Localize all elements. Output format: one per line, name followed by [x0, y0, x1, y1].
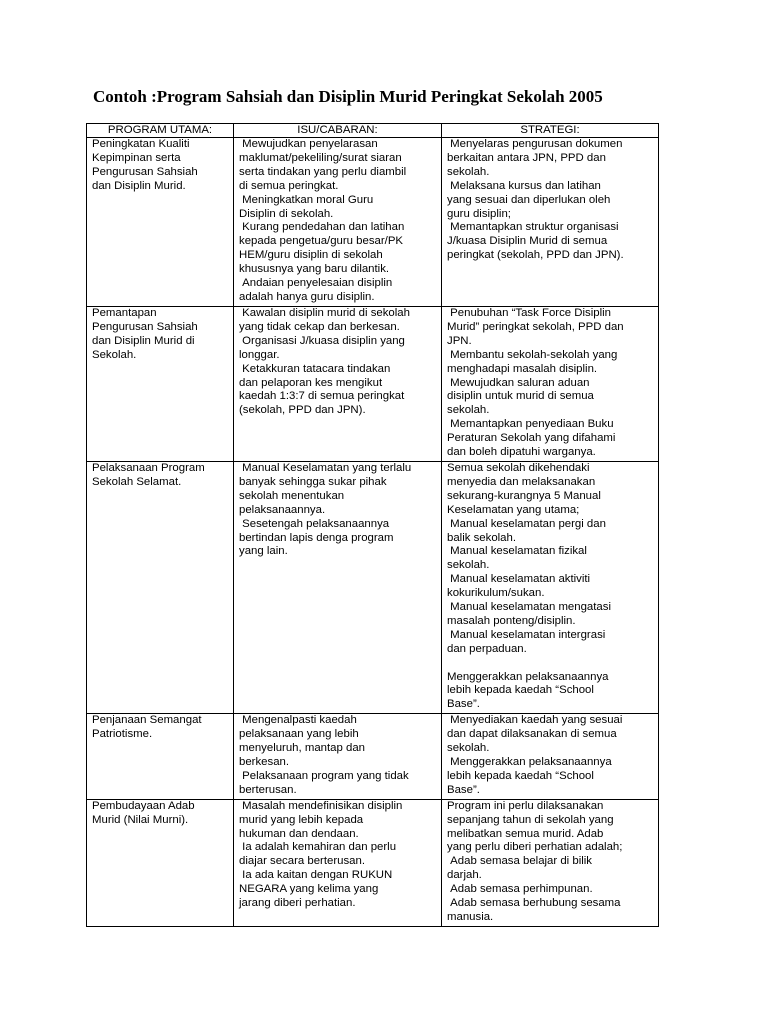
isu-cell — [234, 799, 442, 926]
cell-line: NEGARA yang kelima yang — [239, 883, 379, 896]
cell-line: Adab semasa berhubung sesama — [447, 897, 621, 910]
cell-line: guru disiplin; — [447, 207, 511, 220]
cell-line: Murid” peringkat sekolah, PPD dan — [447, 320, 624, 333]
cell-line: diajar secara berterusan. — [239, 855, 365, 868]
cell-line: Kawalan disiplin murid di sekolah — [239, 307, 410, 319]
cell-line: Sesetengah pelaksanaannya — [239, 517, 390, 530]
strategi-cell — [442, 799, 659, 926]
cell-line: Base”. — [447, 698, 480, 711]
cell-line: Adab semasa belajar di bilik — [447, 855, 592, 868]
cell-line: longgar. — [239, 348, 280, 361]
cell-line: Menggerakkan pelaksanaannya — [447, 755, 612, 768]
cell-line: pelaksanaan yang lebih — [239, 728, 359, 741]
program-cell — [87, 461, 234, 713]
cell-line: Andaian penyelesaian disiplin — [239, 277, 393, 290]
cell-line: yang perlu diberi perhatian adalah; — [447, 841, 623, 854]
cell-line: dan pelaporan kes mengikut — [239, 376, 383, 389]
strategi-cell — [442, 307, 659, 462]
cell-line: Meningkatkan moral Guru — [239, 193, 374, 206]
cell-line: Base”. — [447, 783, 480, 796]
cell-line: Mewujudkan saluran aduan — [447, 376, 590, 389]
cell-line: manusia. — [447, 910, 494, 923]
cell-line: kepada pengetua/guru besar/PK — [239, 235, 404, 248]
cell-line: Ia ada kaitan dengan RUKUN — [239, 869, 393, 882]
cell-line: HEM/guru disiplin di sekolah — [239, 249, 383, 262]
cell-line: Penubuhan “Task Force Disiplin — [447, 307, 611, 319]
cell-line: dan boleh dipatuhi warganya. — [447, 446, 596, 459]
cell-line: bertindan lapis denga program — [239, 531, 394, 544]
cell-line: Pemantapan — [92, 307, 157, 319]
header-isu-cabaran: ISU/CABARAN: — [234, 124, 442, 138]
cell-line: Memantapkan struktur organisasi — [447, 221, 619, 234]
cell-line: berterusan. — [239, 783, 297, 796]
cell-line: Pengurusan Sahsiah — [92, 320, 198, 333]
cell-line: dan perpaduan. — [447, 642, 527, 655]
cell-line: sekurang-kurangnya 5 Manual — [447, 489, 601, 502]
cell-line: Semua sekolah dikehendaki — [447, 461, 590, 474]
cell-line: Manual Keselamatan yang terlalu — [239, 461, 412, 474]
cell-line: Menyelaras pengurusan dokumen — [447, 138, 623, 150]
program-cell — [87, 799, 234, 926]
cell-line: Menggerakkan pelaksanaannya — [447, 670, 609, 683]
cell-line: Pelaksanaan program yang tidak — [239, 769, 409, 782]
cell-line: yang tidak cekap dan berkesan. — [239, 320, 400, 333]
isu-cell — [234, 138, 442, 307]
cell-line: Menyediakan kaedah yang sesuai — [447, 714, 623, 727]
cell-line: Manual keselamatan fizikal — [447, 545, 587, 558]
cell-line: banyak sehingga sukar pihak — [239, 475, 387, 488]
cell-line: Sekolah Selamat. — [92, 475, 182, 488]
cell-line: khususnya yang baru dilantik. — [239, 263, 390, 276]
cell-line: kaedah 1:3:7 di semua peringkat — [239, 390, 405, 403]
cell-line: menyedia dan melaksanakan — [447, 475, 596, 488]
cell-line: Pengurusan Sahsiah — [92, 165, 198, 178]
cell-line: Mengenalpasti kaedah — [239, 714, 357, 727]
cell-line: Memantapkan penyediaan Buku — [447, 418, 614, 431]
cell-line: sepanjang tahun di sekolah yang — [447, 813, 614, 826]
cell-line: Melaksana kursus dan latihan — [447, 179, 601, 192]
cell-line: Pelaksanaan Program — [92, 461, 205, 474]
cell-line: Keselamatan yang utama; — [447, 503, 580, 516]
cell-line: disiplin untuk murid di semua — [447, 390, 594, 403]
cell-line: Manual keselamatan mengatasi — [447, 601, 611, 614]
cell-line: Membantu sekolah-sekolah yang — [447, 348, 618, 361]
cell-line: Manual keselamatan pergi dan — [447, 517, 606, 530]
cell-line: Pembudayaan Adab — [92, 799, 195, 812]
header-program-utama: PROGRAM UTAMA: — [87, 124, 234, 138]
program-cell — [87, 714, 234, 799]
table-row — [87, 307, 659, 462]
table-row — [87, 461, 659, 713]
cell-line: darjah. — [447, 869, 482, 882]
cell-line: murid yang lebih kepada — [239, 813, 364, 826]
cell-line: yang lain. — [239, 545, 288, 558]
isu-cell — [234, 714, 442, 799]
table-row — [87, 138, 659, 307]
strategi-cell — [442, 461, 659, 713]
strategi-cell — [442, 714, 659, 799]
cell-line: lebih kepada kaedah “School — [447, 769, 594, 782]
cell-line: Adab semasa perhimpunan. — [447, 883, 593, 896]
cell-line: sekolah. — [447, 559, 490, 572]
table-row — [87, 799, 659, 926]
cell-line: jarang diberi perhatian. — [239, 897, 356, 910]
cell-line: Kepimpinan serta — [92, 151, 181, 164]
cell-line: Organisasi J/kuasa disiplin yang — [239, 334, 405, 347]
table-header-row — [87, 124, 659, 138]
cell-line: serta tindakan yang perlu diambil — [239, 165, 407, 178]
cell-line: hukuman dan dendaan. — [239, 827, 359, 840]
cell-line: berkesan. — [239, 755, 290, 768]
cell-line: Manual keselamatan intergrasi — [447, 628, 606, 641]
cell-line: berkaitan antara JPN, PPD dan — [447, 151, 606, 164]
cell-line: balik sekolah. — [447, 531, 517, 544]
header-strategi: STRATEGI: — [442, 124, 659, 138]
cell-line: Disiplin di sekolah. — [239, 207, 334, 220]
isu-cell — [234, 461, 442, 713]
cell-line: sekolah menentukan — [239, 489, 345, 502]
cell-line: J/kuasa Disiplin Murid di semua — [447, 235, 608, 248]
cell-line: lebih kepada kaedah “School — [447, 684, 594, 697]
cell-line: pelaksanaannya. — [239, 503, 326, 516]
cell-line: Manual keselamatan aktiviti — [447, 573, 591, 586]
cell-line: masalah ponteng/disiplin. — [447, 614, 576, 627]
cell-line: Patriotisme. — [92, 728, 153, 741]
table-body — [87, 138, 659, 927]
cell-line: Kurang pendedahan dan latihan — [239, 221, 405, 234]
cell-line: maklumat/pekeliling/surat siaran — [239, 151, 402, 164]
cell-line: kokurikulum/sukan. — [447, 587, 545, 600]
cell-line: dan Disiplin Murid di — [92, 334, 195, 347]
cell-line: Murid (Nilai Murni). — [92, 813, 189, 826]
table-row — [87, 714, 659, 799]
cell-line: Penjanaan Semangat — [92, 714, 202, 727]
cell-line: (sekolah, PPD dan JPN). — [239, 404, 366, 417]
cell-line: peringkat (sekolah, PPD dan JPN). — [447, 249, 624, 262]
cell-line: Ketakkuran tatacara tindakan — [239, 362, 391, 375]
cell-line: menghadapi masalah disiplin. — [447, 362, 598, 375]
page-title: Contoh :Program Sahsiah dan Disiplin Murid Peringkat Sekolah 2005 — [93, 87, 603, 106]
cell-line: JPN. — [447, 334, 472, 347]
cell-line: Mewujudkan penyelarasan — [239, 138, 378, 150]
program-cell — [87, 307, 234, 462]
cell-line: yang sesuai dan diperlukan oleh — [447, 193, 611, 206]
cell-line: Peningkatan Kualiti — [92, 138, 190, 150]
cell-line: sekolah. — [447, 404, 490, 417]
cell-line: Program ini perlu dilaksanakan — [447, 799, 604, 812]
strategi-cell — [442, 138, 659, 307]
program-cell — [87, 138, 234, 307]
cell-line: sekolah. — [447, 165, 490, 178]
cell-line: melibatkan semua murid. Adab — [447, 827, 604, 840]
cell-line: dan dapat dilaksanakan di semua — [447, 728, 617, 741]
cell-line — [447, 657, 653, 671]
cell-line: Peraturan Sekolah yang difahami — [447, 432, 616, 445]
cell-line: Sekolah. — [92, 348, 137, 361]
cell-line: adalah hanya guru disiplin. — [239, 290, 375, 303]
cell-line: Masalah mendefinisikan disiplin — [239, 799, 403, 812]
cell-line: Ia adalah kemahiran dan perlu — [239, 841, 397, 854]
cell-line: menyeluruh, mantap dan — [239, 742, 366, 755]
program-table — [86, 123, 659, 927]
isu-cell — [234, 307, 442, 462]
cell-line: sekolah. — [447, 742, 490, 755]
cell-line: di semua peringkat. — [239, 179, 339, 192]
cell-line: dan Disiplin Murid. — [92, 179, 186, 192]
